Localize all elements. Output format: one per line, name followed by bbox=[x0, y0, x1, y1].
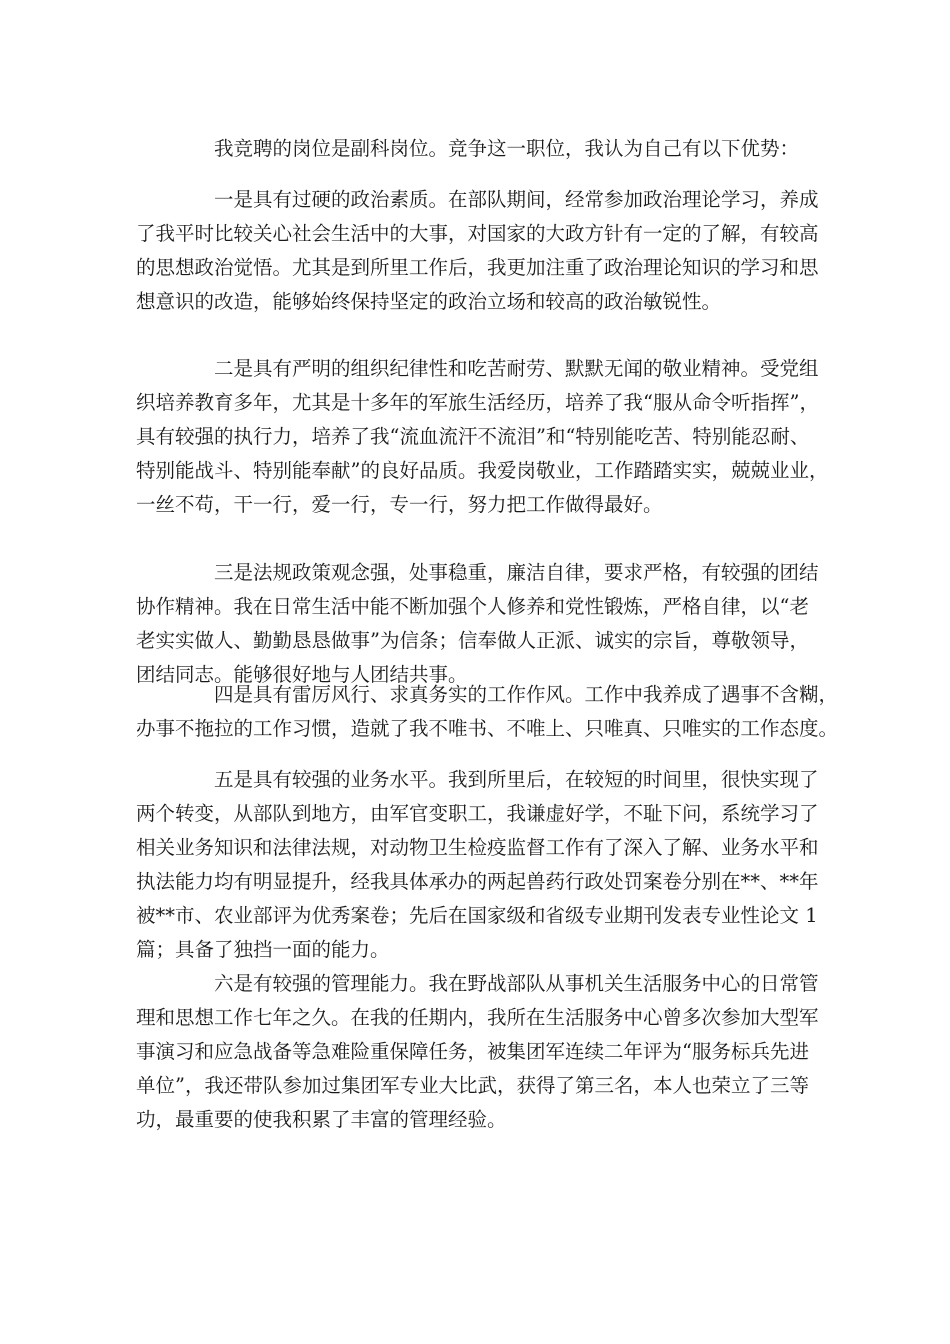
text-line: 功，最重要的使我积累了丰富的管理经验。 bbox=[136, 1108, 507, 1131]
paragraph-policy bbox=[136, 556, 820, 692]
text-line: 的思想政治觉悟。尤其是到所里工作后，我更加注重了政治理论知识的学习和思 bbox=[136, 256, 819, 279]
text-line: 四是具有雷厉风行、求真务实的工作作风。工作中我养成了遇事不含糊， bbox=[214, 683, 839, 706]
paragraph-intro bbox=[136, 132, 820, 166]
paragraph-political-quality bbox=[136, 183, 820, 319]
text-line: 办事不拖拉的工作习惯，造就了我不唯书、不唯上、只唯真、只唯实的工作态度。 bbox=[136, 717, 839, 740]
text-line: 六是有较强的管理能力。我在野战部队从事机关生活服务中心的日常管 bbox=[214, 972, 819, 995]
text-line: 团结同志。能够很好地与人团结共事。 bbox=[136, 663, 468, 686]
text-line: 老实实做人、勤勤恳恳做事”为信条；信奉做人正派、诚实的宗旨，尊敬领导， bbox=[136, 629, 809, 652]
text-line: 相关业务知识和法律法规，对动物卫生检疫监督工作有了深入了解、业务水平和 bbox=[136, 836, 819, 859]
text-line: 事演习和应急战备等急难险重保障任务，被集团军连续二年评为“服务标兵先进 bbox=[136, 1040, 809, 1063]
paragraph-management bbox=[136, 967, 820, 1137]
text-line: 一是具有过硬的政治素质。在部队期间，经常参加政治理论学习，养成 bbox=[214, 188, 819, 211]
text-line: 协作精神。我在日常生活中能不断加强个人修养和党性锻炼，严格自律，以“老 bbox=[136, 595, 809, 618]
text-line: 想意识的改造，能够始终保持坚定的政治立场和较高的政治敏锐性。 bbox=[136, 290, 722, 313]
text-line: 我竞聘的岗位是副科岗位。竞争这一职位，我认为自己有以下优势： bbox=[214, 137, 800, 160]
text-line: 一丝不苟，干一行，爱一行，专一行，努力把工作做得最好。 bbox=[136, 493, 663, 516]
text-line: 二是具有严明的组织纪律性和吃苦耐劳、默默无闻的敬业精神。受党组 bbox=[214, 357, 819, 380]
text-line: 理和思想工作七年之久。在我的任期内，我所在生活服务中心曾多次参加大型军 bbox=[136, 1006, 819, 1029]
text-line: 单位”，我还带队参加过集团军专业大比武，获得了第三名，本人也荣立了三等 bbox=[136, 1074, 809, 1097]
text-line: 具有较强的执行力，培养了我“流血流汗不流泪”和“特别能吃苦、特别能忍耐、 bbox=[136, 425, 810, 448]
text-line: 三是法规政策观念强，处事稳重，廉洁自律，要求严格，有较强的团结 bbox=[214, 561, 819, 584]
text-line: 篇；具备了独挡一面的能力。 bbox=[136, 938, 390, 961]
text-line: 了我平时比较关心社会生活中的大事，对国家的大政方针有一定的了解，有较高 bbox=[136, 222, 819, 245]
text-line: 被**市、农业部评为优秀案卷；先后在国家级和省级专业期刊发表专业性论文 1 bbox=[136, 904, 818, 927]
paragraph-work-style bbox=[136, 678, 839, 746]
paragraph-professional-level bbox=[136, 763, 820, 967]
text-line: 特别能战斗、特别能奉献”的良好品质。我爱岗敬业，工作踏踏实实，兢兢业业， bbox=[136, 459, 829, 482]
paragraph-discipline bbox=[136, 352, 829, 522]
text-line: 织培养教育多年，尤其是十多年的军旅生活经历，培养了我“服从命令听指挥”， bbox=[136, 391, 819, 414]
text-line: 执法能力均有明显提升，经我具体承办的两起兽药行政处罚案卷分别在**、**年 bbox=[136, 870, 819, 893]
text-line: 五是具有较强的业务水平。我到所里后，在较短的时间里，很快实现了 bbox=[214, 768, 819, 791]
text-line: 两个转变，从部队到地方，由军官变职工，我谦虚好学，不耻下问，系统学习了 bbox=[136, 802, 819, 825]
